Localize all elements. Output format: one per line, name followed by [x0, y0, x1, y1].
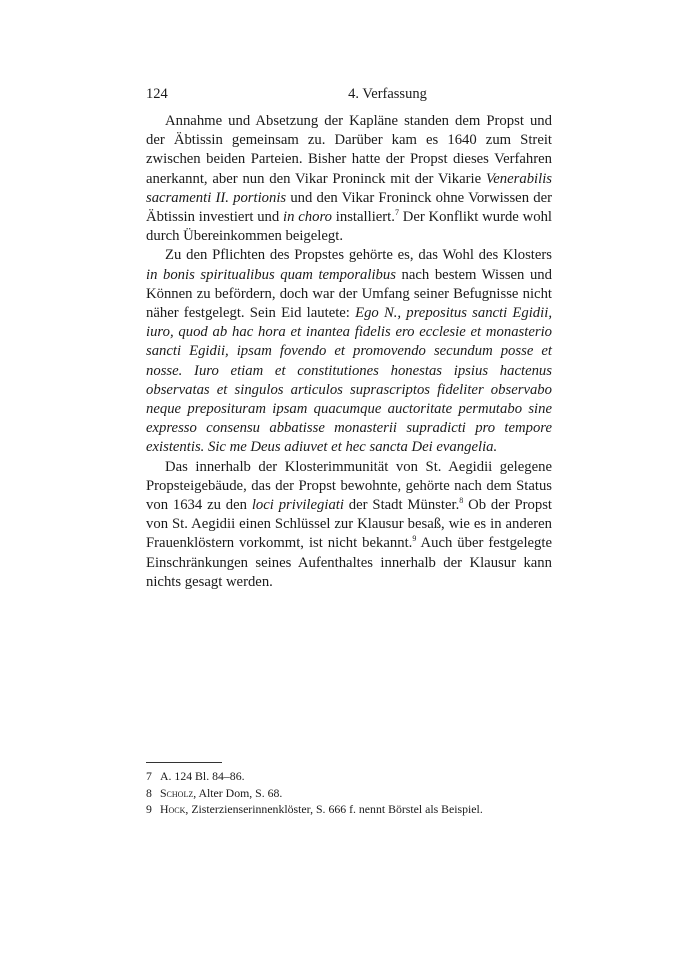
footnote-author: Scholz: [160, 785, 194, 800]
footnote-ref: 7: [394, 208, 399, 218]
text-segment: der Stadt Münster.: [343, 497, 460, 514]
footnote-text: [160, 768, 245, 785]
footnote-ref: 8: [459, 496, 464, 506]
text-segment: nach bestem Wissen und Können zu befördern, doch war der Umfang seiner Befugnisse nicht näher festgelegt. Sein Eid lautete:: [146, 266, 552, 322]
footnote-citation: , Zisterzienserinnenklöster, S. 666 f. nennt Börstel als Beispiel.: [185, 802, 483, 817]
italic-text: in bonis spiritualibus quam temporalibus: [146, 266, 396, 283]
italic-text: Venerabilis sacramenti II. portionis: [146, 170, 552, 206]
footnote-ref: 9: [412, 534, 417, 544]
footnote: [146, 801, 552, 818]
footnote-number: 8: [146, 785, 152, 800]
italic-text: in choro: [283, 209, 332, 226]
paragraph: [146, 458, 552, 592]
footnote-author: Hock: [160, 802, 186, 817]
text-segment: Annahme und Absetzung der Kapläne standen dem Propst und der Äbtissin gemeinsam zu. Darüber kam es 1640 zum Streit zwischen beiden Parteien. Bisher hatte der Propst dieses Verfahren anerkannt, aber nun den Vikar Proninck mit der Vikarie: [146, 113, 552, 187]
footnote-rule: [146, 762, 222, 763]
footnotes: [146, 768, 552, 818]
text-segment: Zu den Pflichten des Propstes gehörte es, das Wohl des Klosters: [165, 247, 552, 264]
running-title: 4. Verfassung: [348, 86, 427, 102]
paragraph: [146, 112, 552, 246]
text-segment: und den Vikar Froninck ohne Vorwissen der Äbtissin investiert und: [146, 189, 552, 226]
text-segment: Das innerhalb der Klosterimmunität von St. Aegidii gelegene Propsteigebäude, das der Propst bewohnte, gehörte nach dem Status von 1634 zu den: [146, 458, 552, 514]
footnote-citation: A. 124 Bl. 84–86.: [160, 769, 245, 783]
page-number: 124: [146, 86, 168, 102]
text-segment: Auch über festgelegte Einschränkungen seines Aufenthaltes innerhalb der Klausur kann nichts gesagt werden.: [146, 535, 552, 590]
footnote-text: [160, 801, 483, 818]
text-segment: Ob der Propst von St. Aegidii einen Schlüssel zur Klausur besaß, wie es in anderen Frauenklöstern vorkommt, ist nicht bekannt.: [146, 497, 553, 552]
text-segment: installiert.: [332, 209, 395, 226]
italic-text: loci privilegiati: [251, 497, 344, 514]
body-text: [146, 112, 552, 592]
footnote-text: [160, 785, 282, 802]
text-segment: Der Konflikt wurde wohl durch Übereinkommen beigelegt.: [146, 209, 553, 245]
footnote-number: 9: [146, 802, 152, 817]
footnote: [146, 785, 552, 802]
footnote-number: 7: [146, 769, 152, 783]
italic-text: Ego N., prepositus sancti Egidii, iuro, quod ab hac hora et inantea fidelis ero ecclesie et monasterio sancti Egidii, ipsam fovendo et promovendo secundum posse et nosse. Iuro etiam et constitutiones honestas ipsius hactenus observatas et singulos articulos suprascriptos fideliter observabo neque preposituram ipsam quacumque auctoritate permutabo sine expresso consensu abbatisse monasterii supradicti pro tempore existentis. Sic me Deus adiuvet et hec sancta Dei evangelia.: [146, 305, 552, 456]
footnote: [146, 768, 552, 785]
footnote-citation: , Alter Dom, S. 68.: [193, 785, 283, 800]
paragraph: [146, 246, 552, 457]
